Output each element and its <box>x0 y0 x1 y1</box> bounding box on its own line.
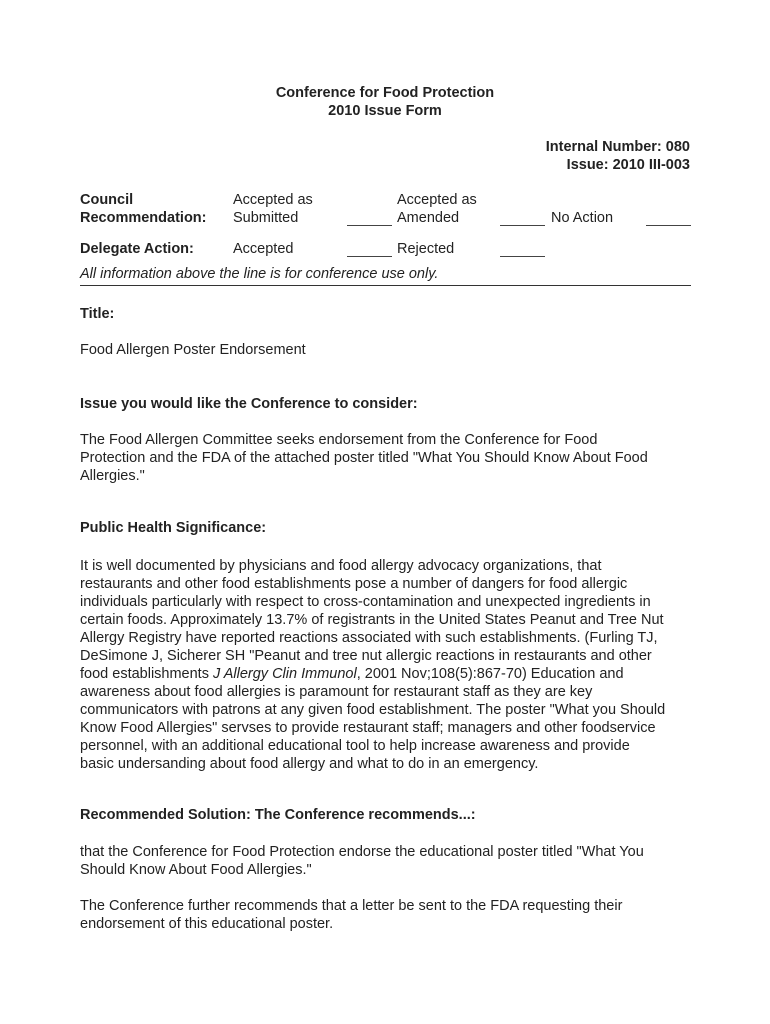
solution-line: The Conference further recommends that a letter be sent to the FDA requesting their <box>80 898 623 914</box>
issue-line: The Food Allergen Committee seeks endorsement from the Conference for Food <box>80 432 598 448</box>
divider-line <box>80 285 691 286</box>
accepted-submitted-line2: Submitted <box>233 210 299 226</box>
solution-line: Should Know About Food Allergies." <box>80 862 312 878</box>
issue-line: Allergies." <box>80 468 145 484</box>
accepted-amended-line1: Accepted as <box>397 192 477 208</box>
public-health-line: restaurants and other food establishments pose a number of dangers for food allergic <box>80 576 628 592</box>
accepted-submitted-line1: Accepted as <box>233 192 313 208</box>
no-action-label: No Action <box>551 210 614 226</box>
public-health-line-citation <box>80 665 695 683</box>
issue-line: Protection and the FDA of the attached poster titled "What You Should Know About Food <box>80 450 648 466</box>
public-health-line: individuals particularly with respect to cross-contamination and unexpected ingredients in <box>80 594 651 610</box>
title-text: Food Allergen Poster Endorsement <box>80 342 306 358</box>
accepted-amended-line2: Amended <box>397 210 460 226</box>
public-health-heading: Public Health Significance: <box>80 520 267 536</box>
issue-paragraph <box>80 431 695 485</box>
citation-post: , 2001 Nov;108(5):867-70) Education and <box>356 666 624 682</box>
delegate-accepted-blank <box>347 256 392 257</box>
journal-name: J Allergy Clin Immunol <box>213 666 357 682</box>
delegate-action-label: Delegate Action: <box>80 241 194 257</box>
no-action-blank <box>646 225 691 226</box>
citation-pre: food establishments <box>80 666 213 682</box>
delegate-rejected-label: Rejected <box>397 241 455 257</box>
accepted-submitted-blank <box>347 225 392 226</box>
solution-paragraph-1 <box>80 843 695 879</box>
public-health-paragraph <box>80 557 695 773</box>
accepted-amended-blank <box>500 225 545 226</box>
issue-number: Issue: 2010 III-003 <box>566 157 690 173</box>
solution-line: that the Conference for Food Protection endorse the educational poster titled "What You <box>80 844 644 860</box>
form-title: Conference for Food Protection <box>275 85 495 101</box>
public-health-line: communicators with patrons at any given food establishment. The poster "What you Should <box>80 702 666 718</box>
council-label: Council <box>80 192 134 208</box>
public-health-line: basic undersanding about food allergy and what to do in an emergency. <box>80 756 539 772</box>
internal-number: Internal Number: 080 <box>545 139 690 155</box>
public-health-line: certain foods. Approximately 13.7% of registrants in the United States Peanut and Tree Nut <box>80 612 664 628</box>
conference-use-note: All information above the line is for conference use only. <box>80 266 439 282</box>
solution-heading: Recommended Solution: The Conference recommends...: <box>80 807 476 823</box>
form-subtitle: 2010 Issue Form <box>328 103 442 119</box>
public-health-line: Know Food Allergies" servses to provide restaurant staff; managers and other foodservice <box>80 720 656 736</box>
delegate-accepted-label: Accepted <box>233 241 294 257</box>
recommendation-label: Recommendation: <box>80 210 207 226</box>
public-health-line: It is well documented by physicians and food allergy advocacy organizations, that <box>80 558 602 574</box>
title-heading: Title: <box>80 306 115 322</box>
issue-heading: Issue you would like the Conference to consider: <box>80 396 418 412</box>
public-health-line: DeSimone J, Sicherer SH "Peanut and tree nut allergic reactions in restaurants and other <box>80 648 652 664</box>
solution-line: endorsement of this educational poster. <box>80 916 334 932</box>
solution-paragraph-2 <box>80 897 695 933</box>
public-health-line: Allergy Registry have reported reactions associated with such establishments. (Furling TJ, <box>80 630 658 646</box>
public-health-line: personnel, with an additional educational tool to help increase awareness and provide <box>80 738 630 754</box>
public-health-line: awareness about food allergies is paramount for restaurant staff as they are key <box>80 684 593 700</box>
delegate-rejected-blank <box>500 256 545 257</box>
